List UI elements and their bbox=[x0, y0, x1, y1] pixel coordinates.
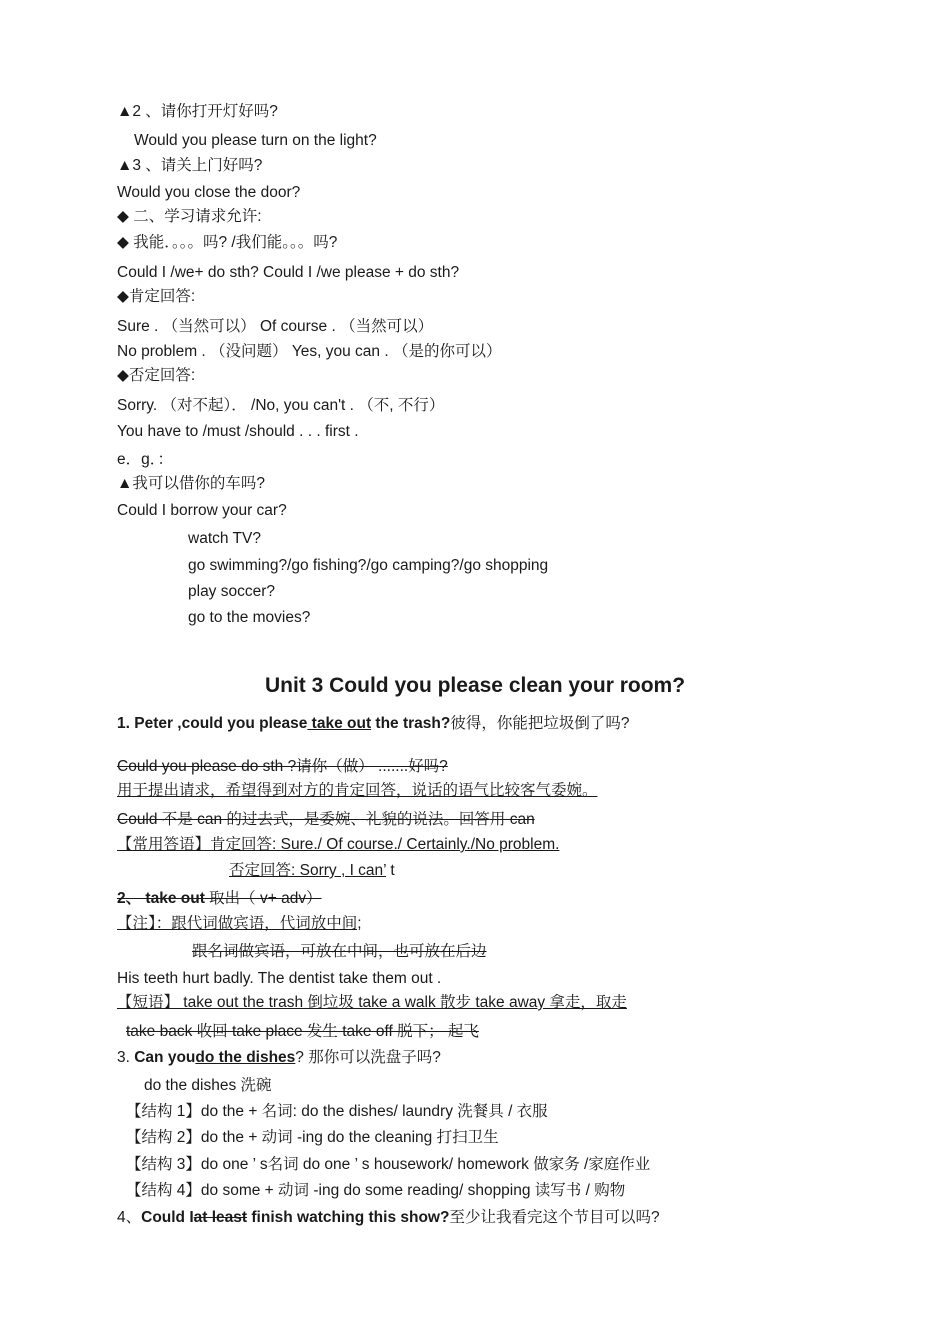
item4-heading-d: finish watching this show? bbox=[251, 1209, 450, 1226]
item1-heading-b: take out bbox=[307, 715, 372, 732]
item1-negative-b: t bbox=[386, 862, 395, 879]
example-heading-2: ▲2 、请你打开灯好吗? bbox=[117, 103, 278, 120]
eg-label: e．g．： bbox=[117, 451, 173, 468]
example-sentence-2: Would you please turn on the light? bbox=[134, 132, 377, 149]
item3-structure-3: 【结构 3】do one ’ s名词 do one ’ s housework/ homework 做家务 /家庭作业 bbox=[126, 1156, 651, 1173]
item2-heading bbox=[117, 889, 322, 909]
permission-pattern-cn: ◆ 我能．。。。吗? /我们能。。。吗? bbox=[117, 234, 338, 251]
item1-heading bbox=[117, 714, 629, 734]
item4-heading bbox=[117, 1208, 660, 1228]
section-heading-permission: ◆ 二、学习请求允许: bbox=[117, 208, 262, 225]
item4-heading-c: at least bbox=[193, 1209, 248, 1226]
item3-heading-b: Can you bbox=[134, 1049, 196, 1066]
item3-structure-1: 【结构 1】do the + 名词: do the dishes/ laundry 洗餐具 / 衣服 bbox=[126, 1103, 548, 1120]
item3-structure-2: 【结构 2】do the + 动词 -ing do the cleaning 打扫卫生 bbox=[126, 1129, 499, 1146]
example-heading-car: ▲我可以借你的车吗? bbox=[117, 475, 265, 492]
affirmative-answers-2: No problem . （没问题） Yes, you can . （是的你可以） bbox=[117, 343, 502, 360]
item2-heading-a: 2、 take out bbox=[117, 890, 205, 907]
item3-heading bbox=[117, 1048, 441, 1068]
unit-title: Unit 3 Could you please clean your room? bbox=[264, 674, 686, 697]
negative-answers-1: Sorry. （对不起）． /No, you can't . （不, 不行） bbox=[117, 397, 445, 414]
item2-phrases-1: 【短语】 take out the trash 倒垃圾 take a walk 散步 take away 拿走，取走 bbox=[117, 994, 627, 1011]
item1-negative bbox=[229, 861, 395, 881]
item1-negative-a: 否定回答: Sorry , I can’ bbox=[229, 862, 387, 879]
item1-heading-c: the trash? bbox=[371, 715, 451, 732]
example-sentence-car: Could I borrow your car? bbox=[117, 502, 287, 519]
item2-phrases-2: take back 收回 take place 发生 take off 脱下； 起飞 bbox=[126, 1023, 479, 1040]
item1-affirmative: 【常用答语】肯定回答: Sure./ Of course./ Certainly./No problem. bbox=[117, 836, 560, 853]
item3-heading-a: 3. bbox=[117, 1049, 135, 1066]
item3-heading-d: ? 那你可以洗盘子吗? bbox=[295, 1049, 441, 1066]
item4-heading-a: 4、 bbox=[117, 1209, 142, 1226]
example-option-4: go to the movies? bbox=[188, 609, 311, 626]
item3-structure-4: 【结构 4】do some + 动词 -ing do some reading/ shopping 读写书 / 购物 bbox=[126, 1182, 626, 1199]
example-heading-3: ▲3 、请关上门好吗? bbox=[117, 157, 263, 174]
item2-example: His teeth hurt badly. The dentist take them out . bbox=[117, 970, 442, 987]
item1-heading-a: 1. Peter ,could you please bbox=[117, 715, 308, 732]
item2-heading-b: 取出（ v+ adv） bbox=[204, 890, 322, 907]
negative-answers-2: You have to /must /should . . . first . bbox=[117, 423, 359, 440]
item4-heading-b: Could I bbox=[141, 1209, 194, 1226]
affirmative-answers-1: Sure . （当然可以） Of course . （当然可以） bbox=[117, 318, 434, 335]
item2-note-2: 跟名词做宾语，可放在中间，也可放在后边 bbox=[192, 943, 487, 960]
item3-meaning: do the dishes 洗碗 bbox=[144, 1077, 272, 1094]
affirmative-heading: ◆肯定回答: bbox=[117, 288, 196, 305]
example-option-1: watch TV? bbox=[188, 530, 261, 547]
item1-pattern: Could you please do sth ?请你（做） .......好吗? bbox=[117, 758, 448, 775]
item2-note-1: 【注】：跟代词做宾语，代词放中间; bbox=[117, 915, 362, 932]
item4-heading-cn: 至少让我看完这个节目可以吗? bbox=[449, 1209, 660, 1226]
item1-explanation: 用于提出请求，希望得到对方的肯定回答，说话的语气比较客气委婉。 bbox=[117, 782, 598, 799]
example-option-3: play soccer? bbox=[188, 583, 276, 600]
negative-heading: ◆否定回答: bbox=[117, 367, 196, 384]
item1-heading-cn: 彼得，你能把垃圾倒了吗? bbox=[450, 715, 630, 732]
example-sentence-3: Would you close the door? bbox=[117, 184, 301, 201]
example-option-2: go swimming?/go fishing?/go camping?/go shopping bbox=[188, 557, 549, 574]
item1-note: Could 不是 can 的过去式，是委婉、礼貌的说法。回答用 can bbox=[117, 811, 535, 828]
item3-heading-c: do the dishes bbox=[195, 1049, 296, 1066]
permission-pattern-en: Could I /we+ do sth? Could I /we please + do sth? bbox=[117, 264, 460, 281]
